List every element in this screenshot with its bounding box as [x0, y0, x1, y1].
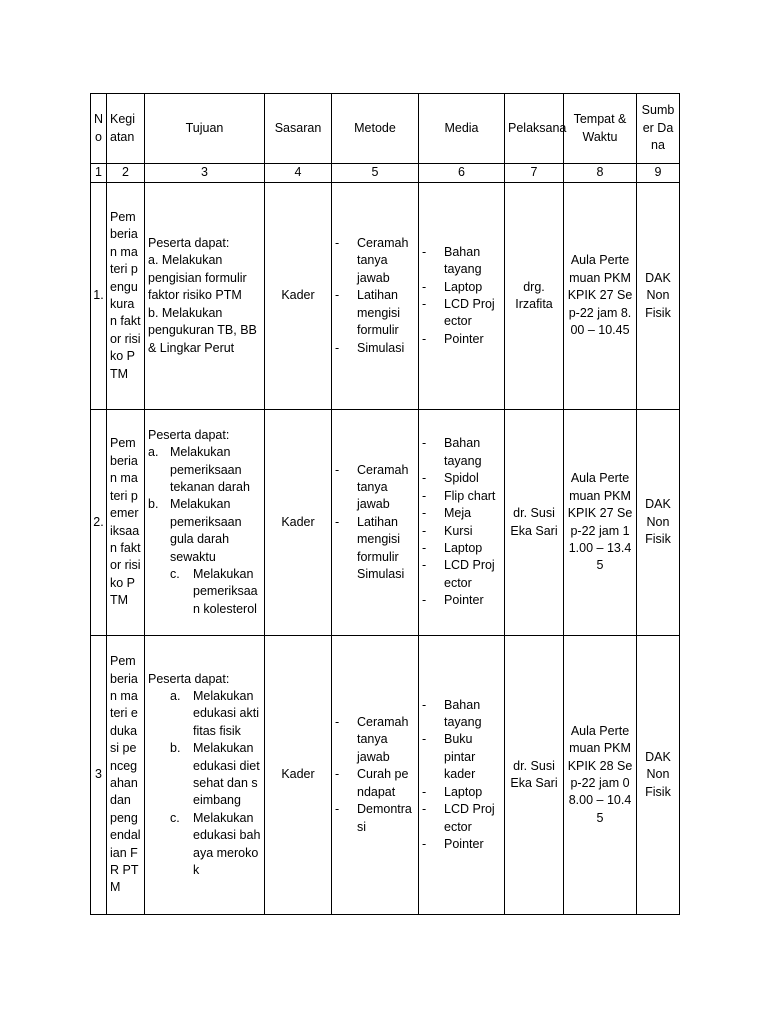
media-cell [419, 636, 505, 915]
list-item: - Simulasi [335, 340, 405, 355]
list-item: - Demontrasi [335, 802, 412, 834]
kegiatan-cell: Pemberian materi edukasi pencegahan dan pengendalian FR PTM [107, 636, 145, 915]
sumber-dana-cell: DAK Non Fisik [637, 410, 680, 636]
tujuan-item: a. Melakukan pengisian formulir faktor risiko PTM [148, 253, 247, 303]
list-item: - LCD Projector [422, 558, 495, 590]
header-tujuan: Tujuan [145, 94, 265, 164]
numbering-row [91, 164, 680, 183]
media-list [422, 244, 501, 348]
sumber-dana-cell: DAK Non Fisik [637, 636, 680, 915]
list-item: - Ceramah tanya jawab [335, 236, 409, 285]
header-kegiatan: Kegiatan [107, 94, 145, 164]
header-no: No [91, 94, 107, 164]
list-item: - Ceramah tanya jawab [335, 462, 409, 512]
tujuan-cell [145, 410, 265, 636]
list-item: - Meja [422, 506, 472, 521]
row-number: 1. [91, 183, 107, 410]
list-item: - Curah pendapat [335, 767, 409, 799]
table-row [91, 636, 680, 915]
tujuan-item: b. Melakukan pengukuran TB, BB & Lingkar Perut [148, 305, 257, 355]
row-number: 2. [91, 410, 107, 636]
list-item: c. Melakukan edukasi bahaya merokok [170, 810, 261, 878]
table-row [91, 183, 680, 410]
sumber-dana-cell: DAK Non Fisik [637, 183, 680, 410]
list-item: - Flip chart [422, 488, 496, 503]
kegiatan-cell: Pemberian materi pemeriksaan faktor risiko PTM [107, 410, 145, 636]
table-row [91, 410, 680, 636]
media-cell [419, 410, 505, 636]
list-item: - Laptop [422, 279, 483, 294]
list-item: - LCD Projector [422, 297, 495, 329]
list-item: - Spidol [422, 471, 479, 486]
list-item: b. Melakukan edukasi diet sehat dan seimbang [170, 741, 260, 808]
media-list [422, 435, 501, 609]
sasaran-cell: Kader [265, 410, 332, 636]
sasaran-cell: Kader [265, 636, 332, 915]
tujuan-intro: Peserta dapat: [148, 427, 230, 442]
kegiatan-cell: Pemberian materi pengukuran faktor risiko PTM [107, 183, 145, 410]
header-row [91, 94, 680, 164]
col-number: 6 [419, 164, 505, 183]
tujuan-intro: Peserta dapat: [148, 236, 230, 251]
sasaran-cell: Kader [265, 183, 332, 410]
tempat-waktu-cell: Aula Pertemuan PKM KPIK 27 Sep-22 jam 11.00 – 13.45 [564, 410, 637, 636]
pelaksana-cell: drg. Irzafita [505, 183, 564, 410]
metode-list [335, 714, 415, 836]
list-item: - Ceramah tanya jawab [335, 715, 409, 764]
tujuan-intro: Peserta dapat: [148, 671, 230, 686]
metode-list [335, 462, 415, 584]
metode-cell [332, 183, 419, 410]
list-item: c. Melakukan pemeriksaan kolesterol [170, 567, 258, 616]
col-number: 5 [332, 164, 419, 183]
list-item: - Pointer [422, 836, 484, 851]
header-sasaran: Sasaran [265, 94, 332, 164]
col-number: 9 [637, 164, 680, 183]
header-pelaksana: Pelaksana [505, 94, 564, 164]
tujuan-cell [145, 636, 265, 915]
list-item: - Laptop [422, 540, 483, 555]
list-item: - Buku pintar kader [422, 732, 476, 782]
tempat-waktu-cell: Aula Pertemuan PKM KPIK 28 Sep-22 jam 08.00 – 10.45 [564, 636, 637, 915]
list-item: - Latihan mengisi formulir [335, 288, 401, 338]
list-item: - Kursi [422, 523, 473, 538]
list-item: - Bahan tayang [422, 436, 482, 468]
metode-cell [332, 410, 419, 636]
tujuan-list [148, 444, 261, 618]
list-item: a. Melakukan edukasi aktifitas fisik [170, 688, 260, 738]
col-number: 1 [91, 164, 107, 183]
list-item: - Pointer [422, 593, 484, 608]
metode-cell [332, 636, 419, 915]
list-item: - Latihan mengisi formulir Simulasi [335, 514, 405, 582]
list-item: - Pointer [422, 331, 484, 346]
list-item: - Bahan tayang [422, 697, 482, 730]
tujuan-cell [145, 183, 265, 410]
list-item: - LCD Projector [422, 802, 495, 834]
col-number: 8 [564, 164, 637, 183]
pelaksana-cell: dr. Susi Eka Sari [505, 636, 564, 915]
tujuan-list [148, 688, 261, 879]
header-metode: Metode [332, 94, 419, 164]
list-item: b. Melakukan pemeriksaan gula darah sewaktu [148, 497, 242, 564]
media-cell [419, 183, 505, 410]
row-number: 3 [91, 636, 107, 915]
header-sumber-dana: Sumber Dana [637, 94, 680, 164]
header-media: Media [419, 94, 505, 164]
header-tempat-waktu: Tempat & Waktu [564, 94, 637, 164]
col-number: 4 [265, 164, 332, 183]
col-number: 7 [505, 164, 564, 183]
col-number: 2 [107, 164, 145, 183]
tempat-waktu-cell: Aula Pertemuan PKM KPIK 27 Sep-22 jam 8.00 – 10.45 [564, 183, 637, 410]
pelaksana-cell: dr. Susi Eka Sari [505, 410, 564, 636]
list-item: a. Melakukan pemeriksaan tekanan darah [148, 445, 250, 494]
media-list [422, 697, 501, 854]
col-number: 3 [145, 164, 265, 183]
list-item: - Bahan tayang [422, 244, 482, 277]
metode-list [335, 235, 415, 357]
activity-table [90, 93, 680, 915]
list-item: - Laptop [422, 784, 483, 799]
